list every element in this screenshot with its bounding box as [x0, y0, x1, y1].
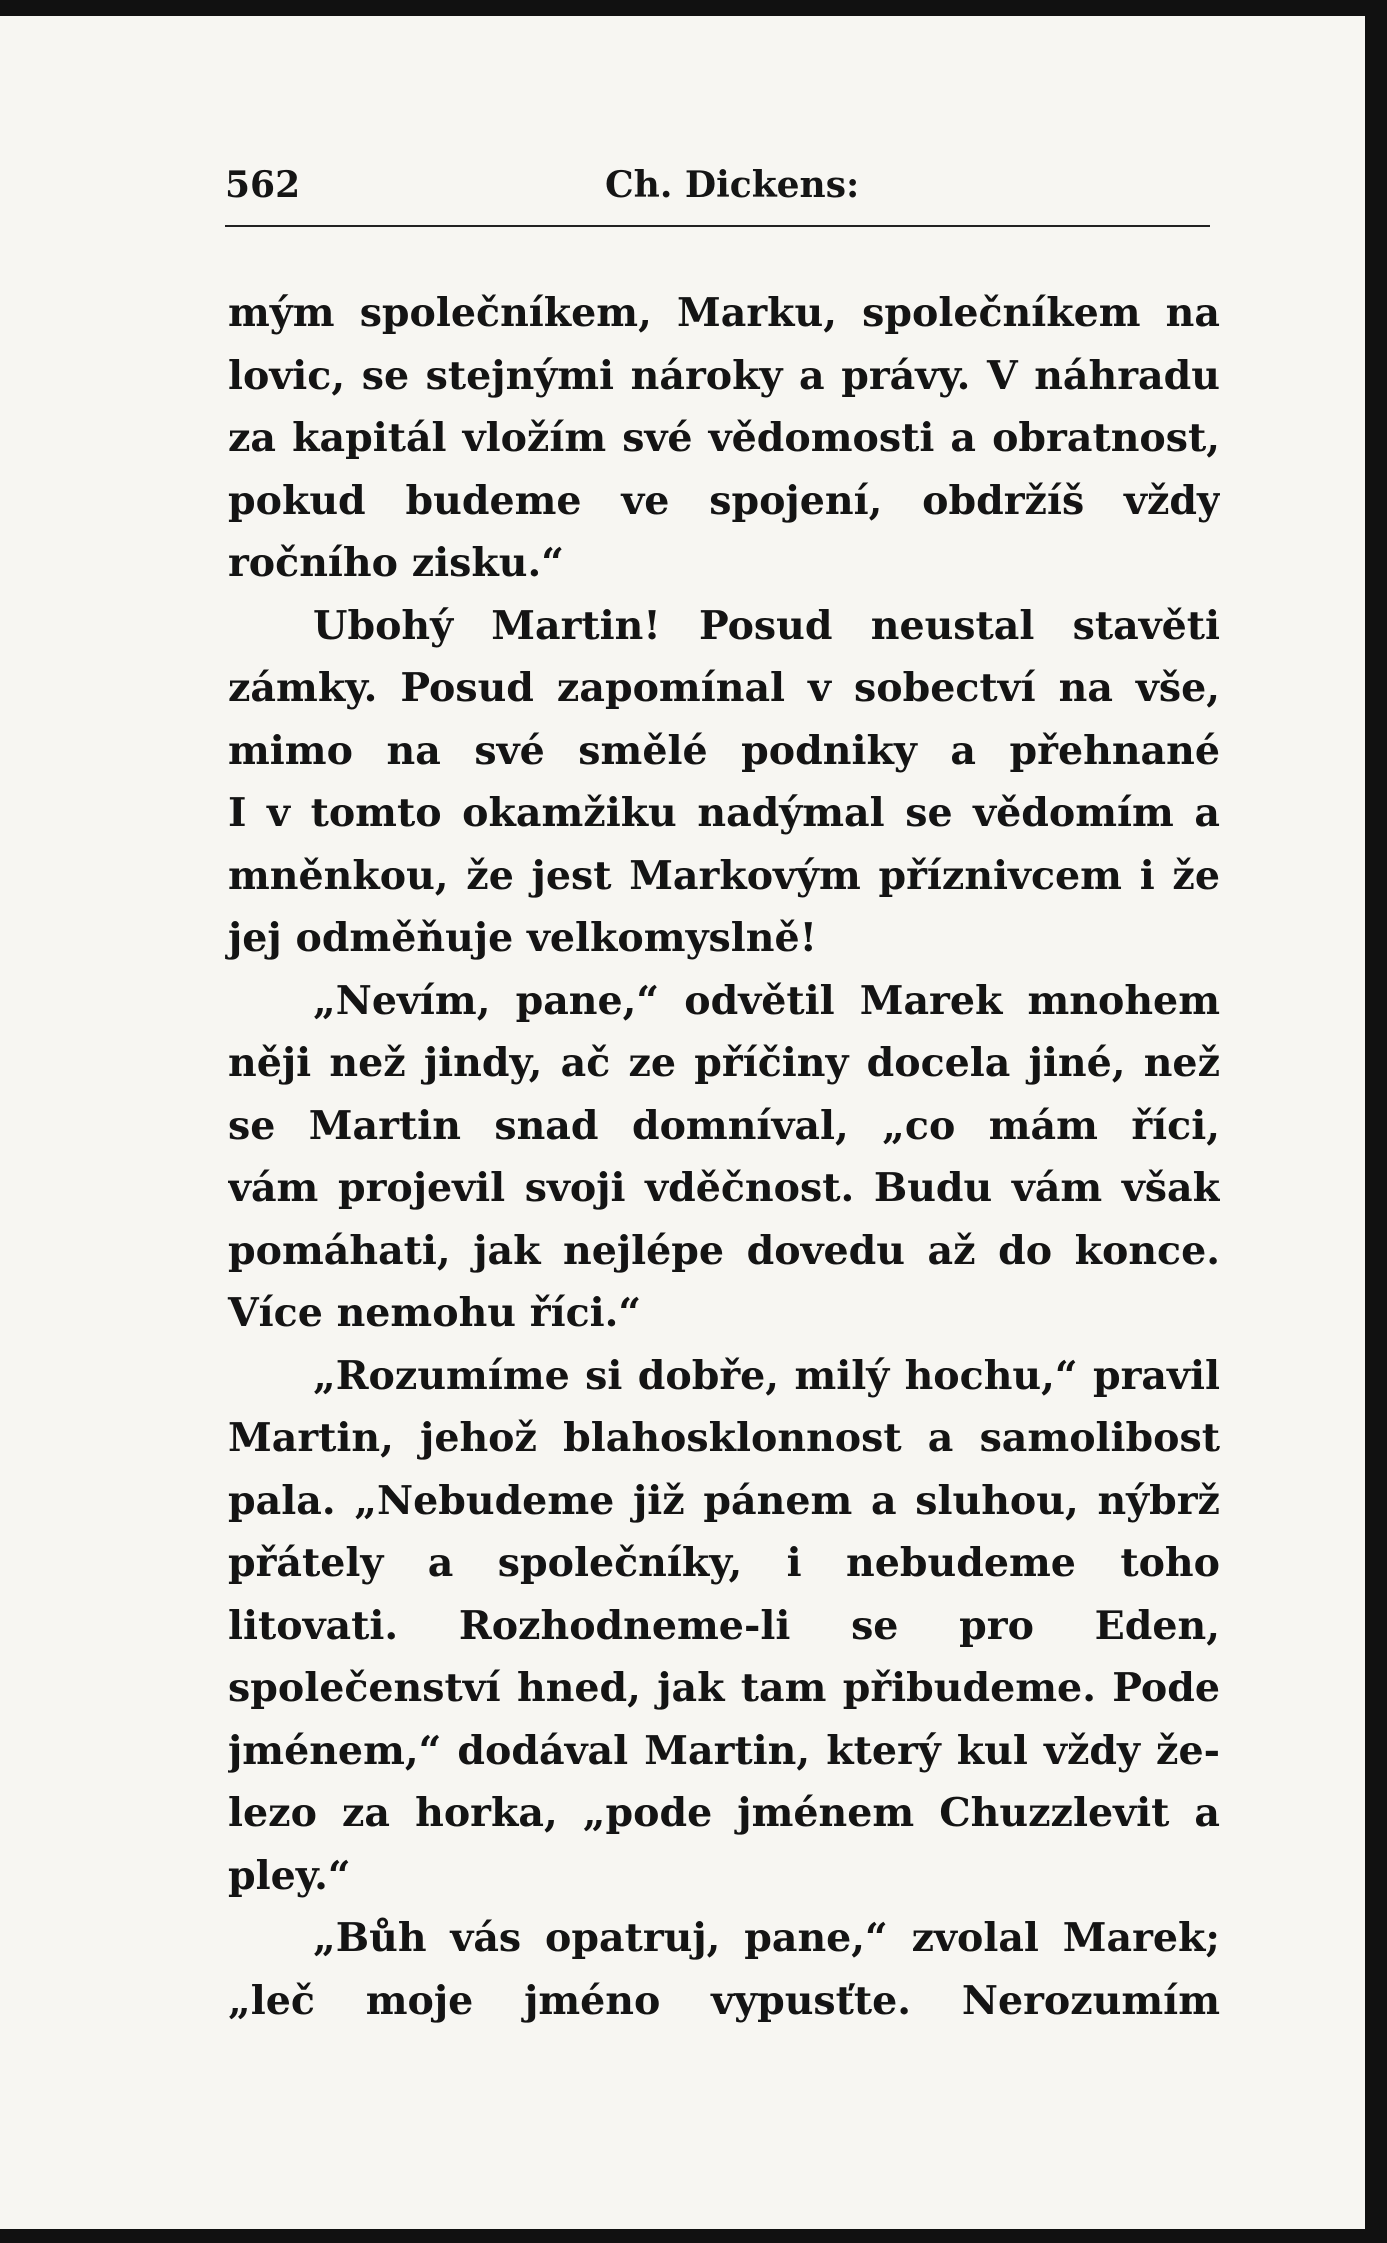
text-line: společenství hned, jak tam přibudeme. Pode: [228, 1665, 1220, 1711]
scan-border-bottom: [0, 2229, 1387, 2243]
text-line: přátely a společníky, i nebudeme toho: [228, 1540, 1220, 1586]
text-line: pley.“: [228, 1852, 351, 1899]
text-line: pala. „Nebudeme již pánem a sluhou, nýbrž: [228, 1477, 1220, 1524]
text-line: zámky. Posud zapomínal v sobectví na vše,: [228, 665, 1220, 711]
text-line: lezo za horka, „pode jménem Chuzzlevit a: [228, 1790, 1220, 1836]
page-header: [225, 150, 1210, 210]
text-line: Ubohý Martin! Posud neustal stavěti: [313, 602, 1220, 649]
text-line: „Nevím, pane,“ odvětil Marek mnohem: [313, 977, 1220, 1024]
text-line: mimo na své smělé podniky a přehnané: [228, 727, 1220, 774]
text-line: pokud budeme ve spojení, obdržíš vždy: [228, 477, 1220, 524]
scan-border-right: [1365, 0, 1387, 2243]
header-rule: [225, 225, 1210, 227]
text-line: se Martin snad domníval, „co mám říci,: [228, 1102, 1220, 1149]
text-line: mněnkou, že jest Markovým příznivcem i že: [228, 852, 1220, 899]
text-line: jej odměňuje velkomyslně!: [228, 915, 817, 961]
text-line: „Rozumíme si dobře, milý hochu,“ pravil: [313, 1352, 1220, 1399]
text-line: Více nemohu říci.“: [228, 1290, 642, 1336]
text-line: vám projevil svoji vděčnost. Budu vám však: [228, 1165, 1220, 1211]
scan-border-top: [0, 0, 1387, 16]
text-line: mým společníkem, Marku, společníkem na: [228, 290, 1220, 336]
text-line: jménem,“ dodával Martin, který kul vždy že-: [228, 1727, 1220, 1774]
text-line: „Bůh vás opatruj, pane,“ zvolal Marek;: [313, 1915, 1220, 1961]
text-line: Martin, jehož blahosklonnost a samolibost: [228, 1415, 1220, 1461]
text-line: za kapitál vložím své vědomosti a obratnost,: [228, 415, 1220, 461]
text-line: ročního zisku.“: [228, 540, 564, 586]
page-number: 562: [225, 164, 301, 206]
text-line: „leč moje jméno vypusťte. Nerozumím: [228, 1977, 1220, 2024]
text-line: litovati. Rozhodneme-li se pro Eden,: [228, 1602, 1220, 1649]
text-line: I v tomto okamžiku nadýmal se vědomím a: [228, 790, 1220, 836]
running-head: Ch. Dickens:: [605, 164, 860, 206]
body-text: [228, 282, 1220, 2032]
text-line: něji než jindy, ač ze příčiny docela jiné, než: [228, 1040, 1220, 1086]
text-line: lovic, se stejnými nároky a právy. V náhradu: [228, 352, 1220, 399]
text-line: pomáhati, jak nejlépe dovedu až do konce.: [228, 1227, 1220, 1274]
